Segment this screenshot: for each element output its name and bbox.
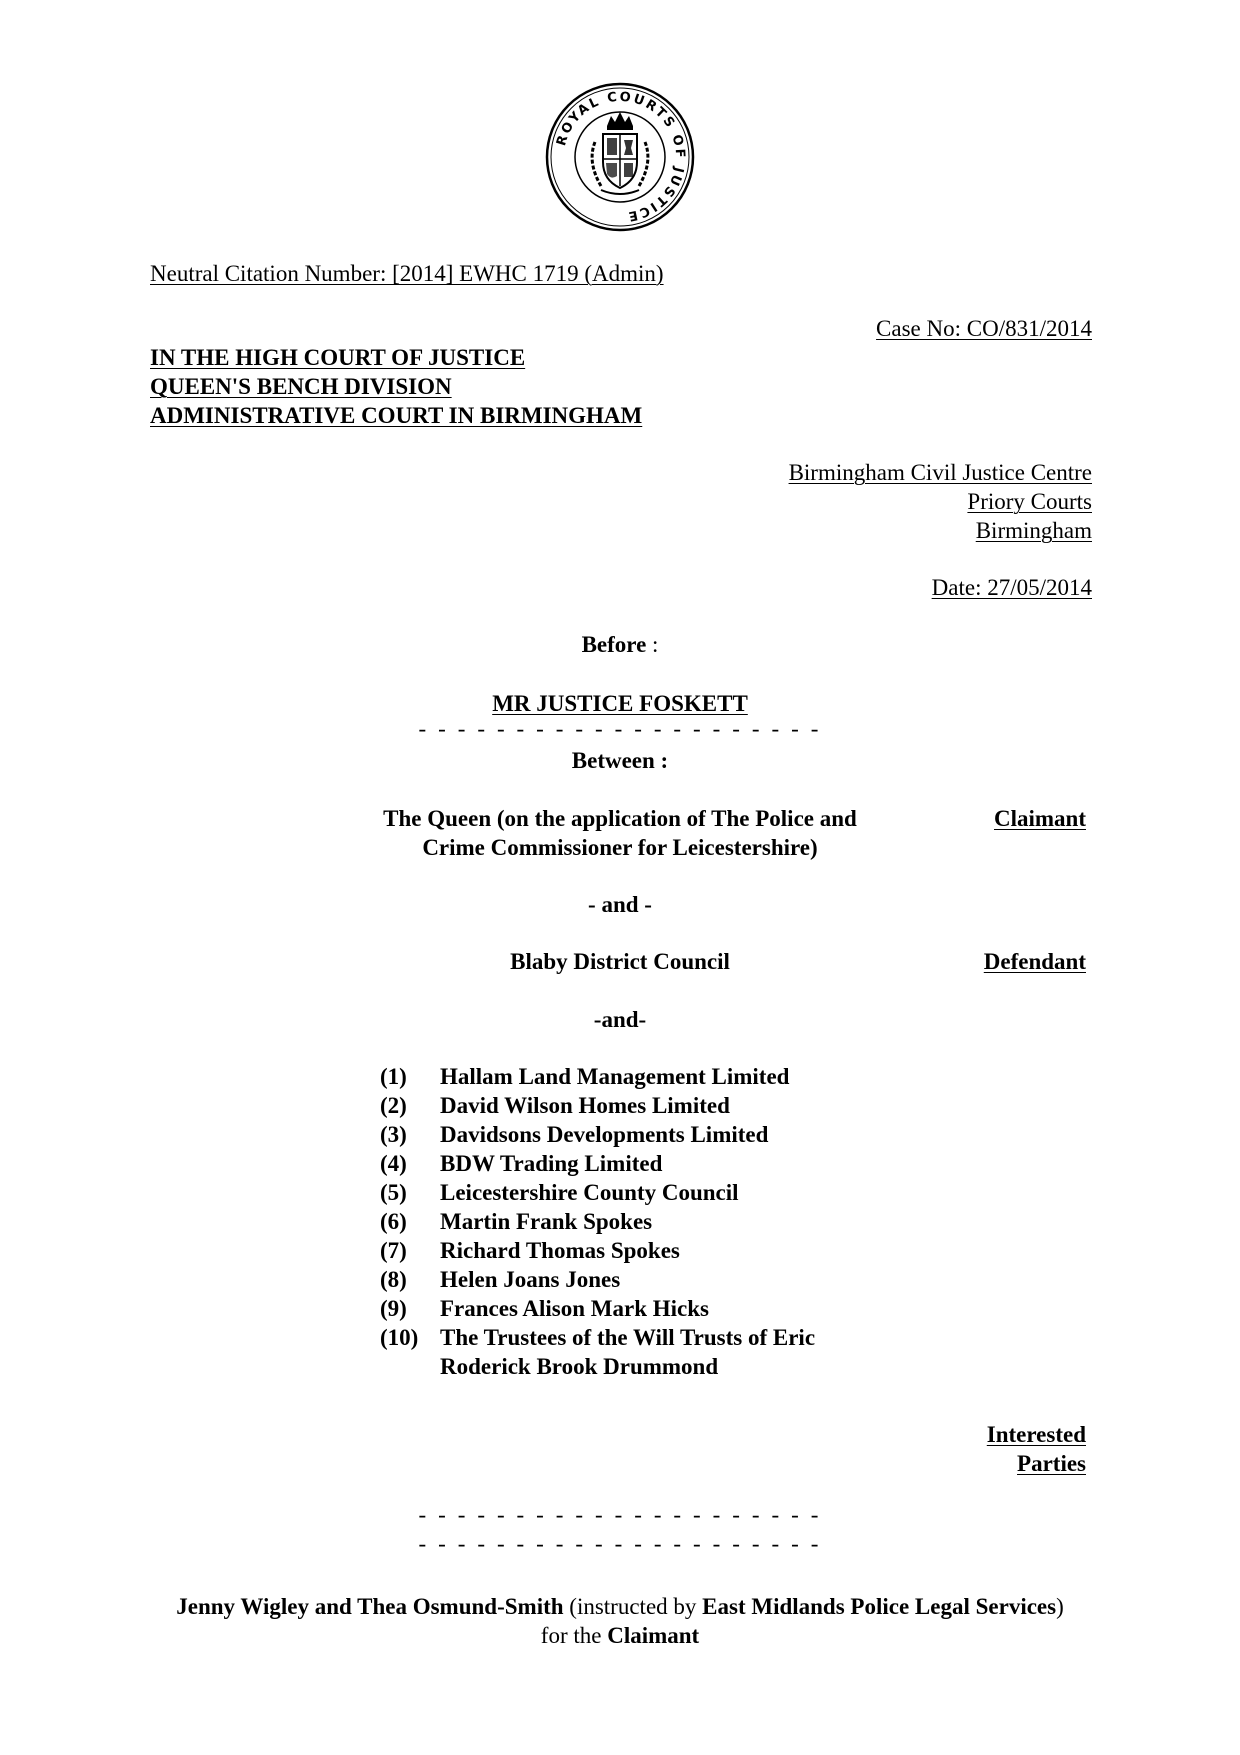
interested-role-line-1: Interested: [986, 1422, 1086, 1447]
list-item: (8) Helen Joans Jones: [380, 1267, 621, 1292]
claimant-role: Claimant: [994, 806, 1086, 831]
list-item: (7) Richard Thomas Spokes: [380, 1238, 680, 1263]
defendant-name: Blaby District Council: [510, 949, 730, 974]
seal-ring-text: ROYAL COURTS OF JUSTICE: [554, 89, 688, 224]
list-item: (10) The Trustees of the Will Trusts of Eric: [380, 1325, 816, 1350]
counsel-line-2: [0, 1621, 1240, 1650]
address-line-3: Birmingham: [975, 518, 1092, 543]
list-item: (6) Martin Frank Spokes: [380, 1209, 653, 1234]
list-item: (2) David Wilson Homes Limited: [380, 1093, 730, 1118]
counsel-names: Jenny Wigley and Thea Osmund-Smith: [176, 1594, 564, 1619]
list-item: Roderick Brook Drummond: [440, 1354, 719, 1379]
before-heading: [0, 630, 1240, 659]
claimant-name-line-1: The Queen (on the application of The Police and: [383, 806, 857, 831]
interested-parties-list: [380, 1062, 815, 1381]
judgment-date: Date: 27/05/2014: [931, 575, 1092, 600]
claimant-name-line-2: Crime Commissioner for Leicestershire): [422, 835, 818, 860]
list-item: (4) BDW Trading Limited: [380, 1151, 663, 1176]
and-separator-1: - and -: [588, 892, 652, 917]
and-separator-2: -and-: [593, 1007, 647, 1032]
list-item: (1) Hallam Land Management Limited: [380, 1064, 790, 1089]
counsel-solicitors: East Midlands Police Legal Services: [702, 1594, 1057, 1619]
counsel-instructed: (instructed by: [563, 1594, 703, 1619]
court-line-1: IN THE HIGH COURT OF JUSTICE: [150, 345, 526, 370]
judge-name: MR JUSTICE FOSKETT: [492, 691, 748, 716]
list-item: (9) Frances Alison Mark Hicks: [380, 1296, 709, 1321]
defendant-role: Defendant: [983, 949, 1086, 974]
between-heading: Between :: [571, 748, 669, 773]
separator-dashes: - - - - - - - - - - - - - - - - - - - - -: [418, 716, 822, 741]
before-label: Before: [581, 632, 647, 657]
counsel-for-the: for the: [540, 1623, 608, 1648]
list-item: (5) Leicestershire County Council: [380, 1180, 739, 1205]
counsel-line-1: [0, 1592, 1240, 1621]
court-line-3: ADMINISTRATIVE COURT IN BIRMINGHAM: [150, 403, 643, 428]
case-number: Case No: CO/831/2014: [876, 316, 1092, 341]
counsel-close: ): [1056, 1594, 1064, 1619]
royal-courts-seal-icon: [545, 82, 695, 232]
separator-dashes-2: - - - - - - - - - - - - - - - - - - - - -: [418, 1531, 822, 1556]
court-line-2: QUEEN'S BENCH DIVISION: [150, 374, 452, 399]
address-line-2: Priory Courts: [967, 489, 1092, 514]
neutral-citation: Neutral Citation Number: [2014] EWHC 1719 (Admin): [150, 261, 664, 286]
before-colon: :: [646, 632, 659, 657]
separator-dashes-1: - - - - - - - - - - - - - - - - - - - - -: [418, 1502, 822, 1527]
interested-role-line-2: Parties: [1017, 1451, 1086, 1476]
address-line-1: Birmingham Civil Justice Centre: [788, 460, 1092, 485]
counsel-party: Claimant: [607, 1623, 700, 1648]
list-item: (3) Davidsons Developments Limited: [380, 1122, 769, 1147]
